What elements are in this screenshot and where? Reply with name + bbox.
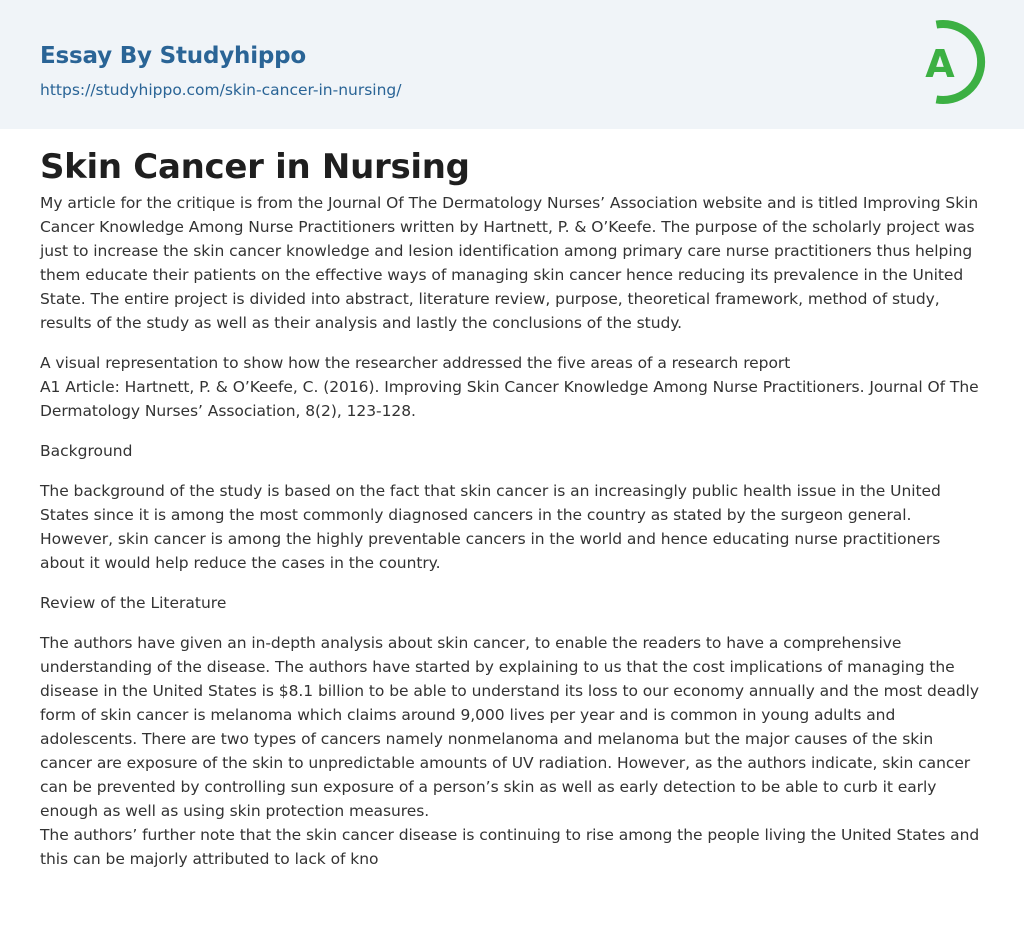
article-citation: A1 Article: Hartnett, P. & O’Keefe, C. (2016). Improving Skin Cancer Knowledge Among Nurse Practitioners. Journal Of The Dermatology Nurses’ Association, 8(2), 123-128. [40, 378, 979, 420]
intro-paragraph: My article for the critique is from the Journal Of The Dermatology Nurses’ Association website and is titled Improving Skin Cancer Knowledge Among Nurse Practitioners written by Hartnett, P. & O’Keefe. The purpose of the scholarly project was just to increase the skin cancer knowledge and lesion identification among primary care nurse practitioners thus helping them educate their patients on the effective ways of managing skin cancer hence reducing its prevalence in the United State. The entire project is divided into abstract, literature review, purpose, theoretical framework, method of study, results of the study as well as their analysis and lastly the conclusions of the study. [40, 194, 979, 332]
article-body [0, 129, 1024, 871]
studyhippo-logo-icon[interactable] [906, 14, 990, 110]
section-heading-review: Review of the Literature [40, 594, 227, 612]
review-paragraph-2: The authors’ further note that the skin cancer disease is continuing to rise among the people living the United States and this can be majorly attributed to lack of kno [40, 826, 980, 868]
page-title: Skin Cancer in Nursing [40, 147, 470, 187]
background-paragraph: The background of the study is based on the fact that skin cancer is an increasingly public health issue in the United States since it is among the most commonly diagnosed cancers in the country as stated by the surgeon general. However, skin cancer is among the highly preventable cancers in the world and hence educating nurse practitioners about it would help reduce the cases in the country. [40, 482, 941, 572]
section-heading-background: Background [40, 442, 133, 460]
brand-title: Essay By Studyhippo [40, 43, 307, 69]
review-paragraph-1: The authors have given an in-depth analysis about skin cancer, to enable the readers to have a comprehensive understanding of the disease. The authors have started by explaining to us that the cost implications of managing the disease in the United States is $8.1 billion to be able to understand its loss to our economy annually and the most deadly form of skin cancer is melanoma which claims around 9,000 lives per year and is common in young adults and adolescents. There are two types of cancers namely nonmelanoma and melanoma but the major causes of the skin cancer are exposure of the skin to unpredictable amounts of UV radiation. However, as the authors indicate, skin cancer can be prevented by controlling sun exposure of a person’s skin as well as early detection to be able to curb it early enough as well as using skin protection measures. [40, 634, 979, 820]
page-header [0, 0, 1024, 129]
source-url-link[interactable]: https://studyhippo.com/skin-cancer-in-nursing/ [40, 81, 402, 99]
logo-letter: A [925, 42, 955, 86]
visual-representation-line: A visual representation to show how the researcher addressed the five areas of a research report [40, 354, 791, 372]
